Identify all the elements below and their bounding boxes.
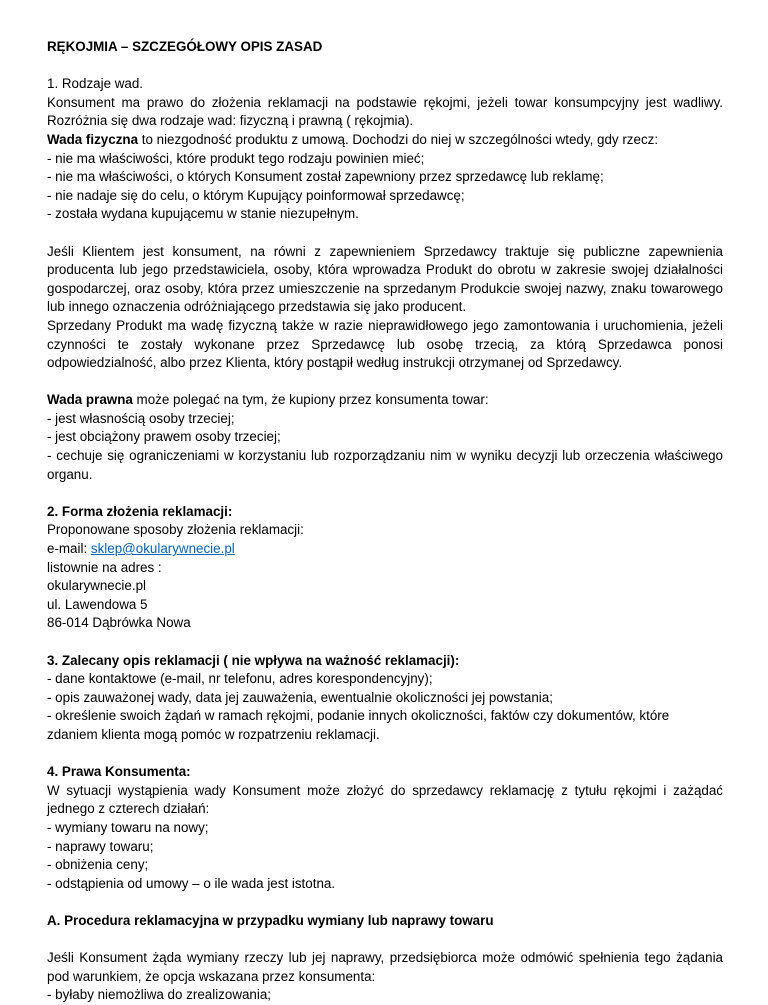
- document-page: [47, 38, 723, 1005]
- email-link[interactable]: sklep@okularywnecie.pl: [90, 541, 235, 557]
- list-item: - nie ma właściwości, które produkt tego rodzaju powinien mieć;: [47, 150, 425, 166]
- spacer: [47, 484, 723, 503]
- installation-paragraph: Sprzedany Produkt ma wadę fizyczną także w razie nieprawidłowego jego zamontowania i uruchomienia, jeżeli czynności te zostały wykonane przez Sprzedawcę lub osobę trzecią, za którą Sprzedawca ponosi odpowiedzialność, albo przez Klienta, który postąpił według instrukcji otrzymanej od Sprzedawcy.: [47, 317, 723, 371]
- address-line: ul. Lawendowa 5: [47, 596, 148, 612]
- document-title: RĘKOJMIA – SZCZEGÓŁOWY OPIS ZASAD: [47, 39, 323, 54]
- list-item: - obniżenia ceny;: [47, 857, 149, 873]
- list-item: - nie nadaje się do celu, o którym Kupujący poinformował sprzedawcę;: [47, 187, 465, 203]
- address-line: listownie na adres :: [47, 559, 162, 575]
- spacer: [47, 373, 723, 392]
- list-item: - jest obciążony prawem osoby trzeciej;: [47, 429, 281, 445]
- list-item: - nie ma właściwości, o których Konsument został zapewniony przez sprzedawcę lub reklamę;: [47, 169, 604, 185]
- address-line: 86-014 Dąbrówka Nowa: [47, 615, 191, 631]
- spacer: [47, 931, 723, 950]
- list-item: - opis zauważonej wady, data jej zauważenia, ewentualnie okoliczności jej powstania;: [47, 689, 553, 705]
- legal-defect-definition: [47, 391, 723, 410]
- list-item: - odstąpienia od umowy – o ile wada jest istotna.: [47, 875, 336, 891]
- section-2-intro: Proponowane sposoby złożenia reklamacji:: [47, 522, 304, 538]
- spacer: [47, 224, 723, 243]
- section-1-intro: Konsument ma prawo do złożenia reklamacji na podstawie rękojmi, jeżeli towar konsumpcyjny jest wadliwy. Rozróżnia się dwa rodzaje wad: fizyczną i prawną ( rękojmia).: [47, 94, 723, 129]
- section-2-heading: 2. Forma złożenia reklamacji:: [47, 503, 233, 519]
- spacer: [47, 893, 723, 912]
- spacer: [47, 57, 723, 76]
- list-item: - dane kontaktowe (e-mail, nr telefonu, adres korespondencyjny);: [47, 671, 433, 687]
- section-a-intro: Jeśli Konsument żąda wymiany rzeczy lub jej naprawy, przedsiębiorca może odmówić spełnienia tego żądania pod warunkiem, że opcja wskazana przez konsumenta:: [47, 950, 723, 984]
- physical-defect-text: to niezgodność produktu z umową. Dochodzi do niej w szczególności wtedy, gdy rzecz:: [138, 131, 659, 147]
- physical-defect-term: Wada fizyczna: [47, 131, 139, 147]
- address-line: okularywnecie.pl: [47, 578, 146, 594]
- email-line: [47, 540, 723, 559]
- spacer: [47, 745, 723, 764]
- section-3-heading: 3. Zalecany opis reklamacji ( nie wpływa na ważność reklamacji):: [47, 652, 460, 668]
- list-item: - jest własnością osoby trzeciej;: [47, 410, 235, 426]
- section-4-intro: W sytuacji wystąpienia wady Konsument może złożyć do sprzedawcy reklamację z tytułu rękojmi i zażądać jednego z czterech działań:: [47, 782, 723, 817]
- list-item: - określenie swoich żądań w ramach rękojmi, podanie innych okoliczności, faktów czy dokumentów, które zdaniem klienta mogą pomóc w rozpatrzeniu reklamacji.: [47, 708, 670, 742]
- list-item: - naprawy towaru;: [47, 838, 154, 854]
- physical-defect-definition: [47, 131, 723, 150]
- section-1-heading: 1. Rodzaje wad.: [47, 76, 144, 92]
- legal-defect-term: Wada prawna: [47, 392, 133, 408]
- list-item: - wymiany towaru na nowy;: [47, 819, 209, 835]
- list-item: - została wydana kupującemu w stanie niezupełnym.: [47, 206, 359, 222]
- legal-defect-text: może polegać na tym, że kupiony przez konsumenta towar:: [132, 392, 489, 408]
- producer-paragraph: Jeśli Klientem jest konsument, na równi z zapewnieniem Sprzedawcy traktuje się publiczne zapewnienia producenta lub jego przedstawiciela, osoby, która wprowadza Produkt do obrotu w zakresie swojej działalności gospodarczej, oraz osoby, która przez umieszczenie na sprzedanym Produkcie swojej nazwy, znaku towarowego lub innego oznaczenia odróżniającego przedstawia się jako producent.: [47, 243, 723, 315]
- section-4-heading: 4. Prawa Konsumenta:: [47, 764, 191, 780]
- email-label: e-mail:: [47, 541, 91, 557]
- section-a-heading: A. Procedura reklamacyjna w przypadku wymiany lub naprawy towaru: [47, 912, 494, 928]
- list-item: - cechuje się ograniczeniami w korzystaniu lub rozporządzaniu nim w wyniku decyzji lub orzeczenia właściwego organu.: [47, 448, 723, 482]
- spacer: [47, 633, 723, 652]
- list-item: - byłaby niemożliwa do zrealizowania;: [47, 987, 272, 1003]
